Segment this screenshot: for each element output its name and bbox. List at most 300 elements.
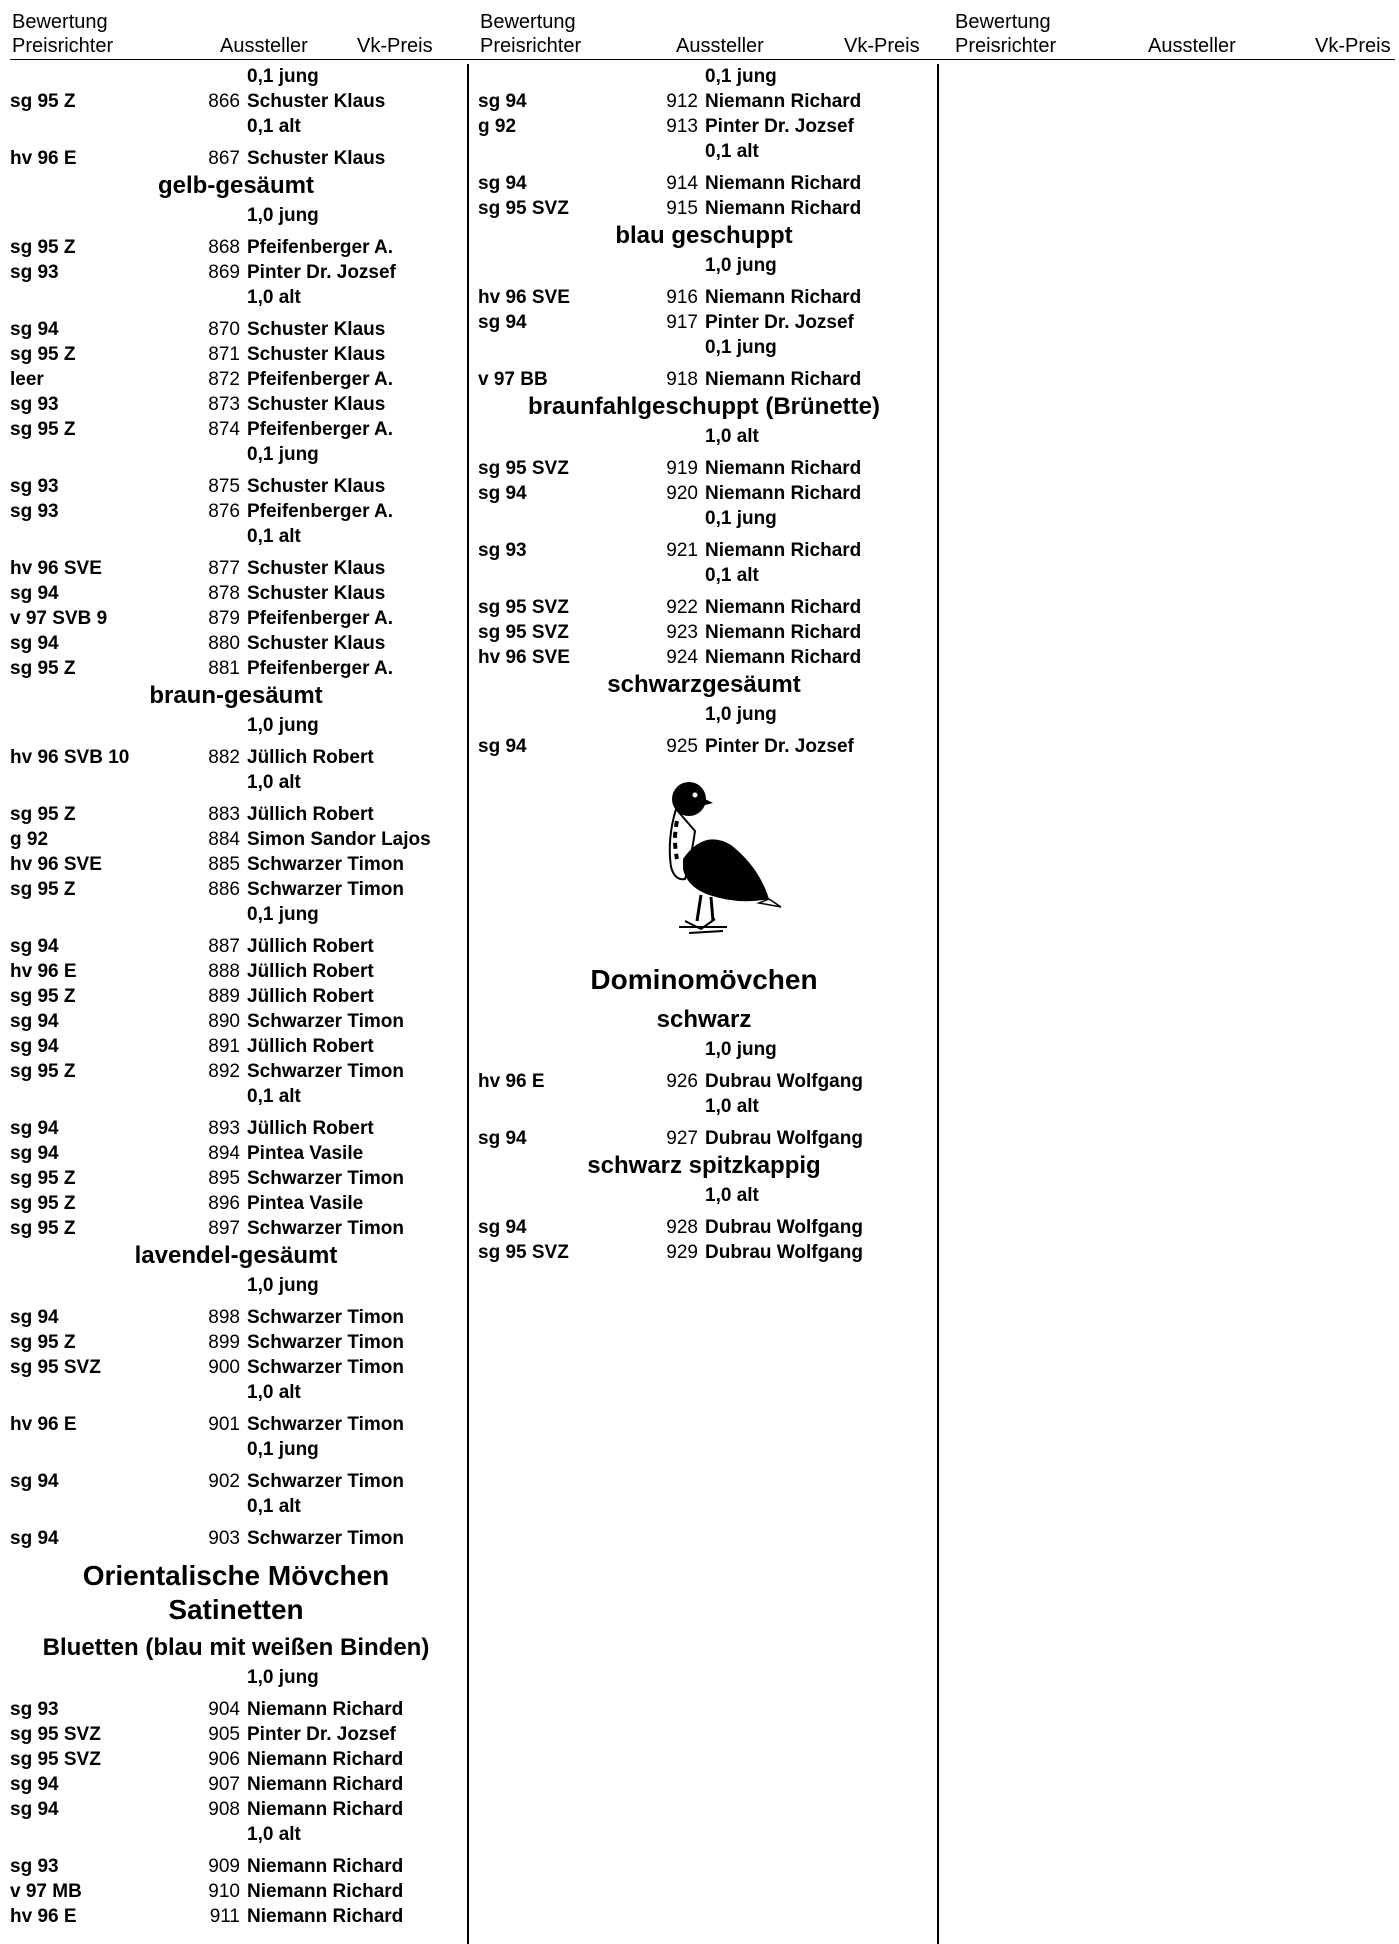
- class-subheading-text: 1,0 jung: [247, 1667, 319, 1688]
- spacer: [478, 360, 930, 367]
- entry-row: [10, 235, 462, 260]
- cage-number: 871: [208, 344, 240, 365]
- entry-row: [10, 1412, 462, 1437]
- spacer: [10, 927, 462, 934]
- rating: leer: [10, 369, 44, 390]
- cage-number: 901: [208, 1414, 240, 1435]
- entry-row: [10, 1330, 462, 1355]
- exhibitor-name: Jüllich Robert: [247, 986, 374, 1007]
- spacer: [10, 1690, 462, 1697]
- rating: sg 94: [10, 1307, 59, 1328]
- class-subheading-text: 0,1 alt: [247, 1496, 301, 1517]
- class-subheading: [478, 563, 930, 588]
- header-preisrichter: Preisrichter: [955, 35, 1057, 57]
- class-subheading: [478, 424, 930, 449]
- exhibitor-name: Dubrau Wolfgang: [705, 1242, 863, 1263]
- rating: sg 94: [10, 633, 59, 654]
- exhibitor-name: Niemann Richard: [247, 1906, 404, 1927]
- cage-number: 923: [666, 622, 698, 643]
- rating: sg 95 Z: [10, 986, 76, 1007]
- class-subheading-text: 0,1 jung: [247, 444, 319, 465]
- exhibitor-name: Schuster Klaus: [247, 633, 386, 654]
- spacer: [10, 549, 462, 556]
- exhibitor-name: Jüllich Robert: [247, 747, 374, 768]
- exhibitor-name: Dubrau Wolfgang: [705, 1071, 863, 1092]
- cage-number: 881: [208, 658, 240, 679]
- rating: sg 93: [10, 394, 59, 415]
- exhibitor-name: Pinter Dr. Jozsef: [247, 262, 396, 283]
- exhibitor-name: Niemann Richard: [247, 1856, 404, 1877]
- rating: sg 94: [478, 173, 527, 194]
- entry-row: [10, 417, 462, 442]
- rating: sg 95 Z: [10, 1193, 76, 1214]
- header-col1: [12, 0, 467, 64]
- class-subheading: [478, 702, 930, 727]
- header-aussteller: Aussteller: [1148, 35, 1236, 57]
- rating: hv 96 E: [10, 1414, 77, 1435]
- color-heading: schwarz: [656, 1006, 752, 1033]
- entry-row: [478, 196, 930, 221]
- cage-number: 900: [208, 1357, 240, 1378]
- exhibitor-name: Niemann Richard: [705, 369, 862, 390]
- entry-row: [478, 1126, 930, 1151]
- rating: sg 94: [10, 319, 59, 340]
- exhibitor-name: Pfeifenberger A.: [247, 658, 394, 679]
- spacer: [478, 1208, 930, 1215]
- cage-number: 894: [208, 1143, 240, 1164]
- entry-row: [10, 745, 462, 770]
- entry-row: [10, 1469, 462, 1494]
- class-subheading-text: 1,0 alt: [705, 426, 759, 447]
- entry-row: [10, 1166, 462, 1191]
- class-subheading-text: 1,0 alt: [705, 1185, 759, 1206]
- cage-number: 907: [208, 1774, 240, 1795]
- rating: sg 93: [478, 540, 527, 561]
- exhibitor-name: Niemann Richard: [705, 91, 862, 112]
- rating: sg 94: [10, 936, 59, 957]
- rating: sg 95 Z: [10, 1168, 76, 1189]
- class-subheading-text: 1,0 alt: [247, 1382, 301, 1403]
- spacer: [10, 1298, 462, 1305]
- exhibitor-name: Schwarzer Timon: [247, 1061, 404, 1082]
- class-subheading-text: 1,0 alt: [705, 1096, 759, 1117]
- entry-row: [10, 317, 462, 342]
- class-subheading: [478, 139, 930, 164]
- exhibitor-name: Pintea Vasile: [247, 1143, 364, 1164]
- rating: sg 94: [10, 583, 59, 604]
- rating: sg 95 Z: [10, 419, 76, 440]
- class-subheading-text: 0,1 alt: [705, 141, 759, 162]
- entry-row: [478, 538, 930, 563]
- cage-number: 878: [208, 583, 240, 604]
- exhibitor-name: Jüllich Robert: [247, 1036, 374, 1057]
- exhibitor-name: Pfeifenberger A.: [247, 608, 394, 629]
- cage-number: 915: [666, 198, 698, 219]
- entry-row: [478, 367, 930, 392]
- cage-number: 906: [208, 1749, 240, 1770]
- class-subheading-text: 0,1 jung: [247, 66, 319, 87]
- cage-number: 876: [208, 501, 240, 522]
- class-subheading: [10, 203, 462, 228]
- entry-row: [10, 1305, 462, 1330]
- cage-number: 890: [208, 1011, 240, 1032]
- entry-row: [10, 606, 462, 631]
- header-vkpreis: Vk-Preis: [844, 35, 920, 57]
- entry-row: [10, 827, 462, 852]
- entry-row: [478, 456, 930, 481]
- cage-number: 879: [208, 608, 240, 629]
- header-col2: [480, 0, 935, 64]
- cage-number: 874: [208, 419, 240, 440]
- catalog-column-1: [10, 64, 462, 1929]
- class-subheading-text: 1,0 jung: [247, 205, 319, 226]
- class-subheading-text: 0,1 jung: [247, 1439, 319, 1460]
- entry-row: [478, 481, 930, 506]
- rating: sg 95 Z: [10, 344, 76, 365]
- class-subheading: [478, 253, 930, 278]
- cage-number: 893: [208, 1118, 240, 1139]
- class-subheading-text: 0,1 alt: [247, 526, 301, 547]
- cage-number: 898: [208, 1307, 240, 1328]
- exhibitor-name: Pinter Dr. Jozsef: [705, 736, 854, 757]
- entry-row: [10, 1722, 462, 1747]
- exhibitor-name: Dubrau Wolfgang: [705, 1217, 863, 1238]
- class-subheading-text: 0,1 alt: [247, 1086, 301, 1107]
- rating: sg 95 Z: [10, 804, 76, 825]
- entry-row: [10, 1009, 462, 1034]
- exhibitor-name: Schuster Klaus: [247, 394, 386, 415]
- spacer: [10, 139, 462, 146]
- entry-row: [10, 342, 462, 367]
- class-subheading: [478, 1094, 930, 1119]
- spacer: [10, 1462, 462, 1469]
- cage-number: 899: [208, 1332, 240, 1353]
- spacer: [478, 164, 930, 171]
- class-subheading-text: 0,1 jung: [705, 508, 777, 529]
- entry-row: [10, 1747, 462, 1772]
- exhibitor-name: Pfeifenberger A.: [247, 237, 394, 258]
- rating: sg 94: [10, 1528, 59, 1549]
- header-preisrichter: Preisrichter: [480, 35, 582, 57]
- class-subheading: [10, 1494, 462, 1519]
- entry-row: [10, 934, 462, 959]
- entry-row: [10, 1904, 462, 1929]
- entry-row: [10, 1854, 462, 1879]
- exhibitor-name: Niemann Richard: [247, 1881, 404, 1902]
- entry-row: [478, 89, 930, 114]
- rating: sg 95 SVZ: [10, 1749, 101, 1770]
- entry-row: [10, 392, 462, 417]
- rating: sg 94: [10, 1799, 59, 1820]
- rating: sg 95 SVZ: [478, 458, 569, 479]
- header-bewertung: Bewertung: [12, 11, 108, 33]
- rating: sg 95 Z: [10, 1061, 76, 1082]
- rating: g 92: [478, 116, 517, 137]
- spacer: [10, 310, 462, 317]
- spacer: [478, 1062, 930, 1069]
- entry-row: [10, 802, 462, 827]
- exhibitor-name: Niemann Richard: [247, 1699, 404, 1720]
- rating: sg 94: [478, 312, 527, 333]
- entry-row: [10, 984, 462, 1009]
- spacer: [478, 588, 930, 595]
- cage-number: 872: [208, 369, 240, 390]
- rating: sg 95 Z: [10, 237, 76, 258]
- entry-row: [10, 1526, 462, 1551]
- rating: sg 95 SVZ: [478, 1242, 569, 1263]
- header-vkpreis: Vk-Preis: [357, 35, 433, 57]
- rating: sg 94: [478, 91, 527, 112]
- cage-number: 908: [208, 1799, 240, 1820]
- class-subheading-text: 1,0 jung: [705, 704, 777, 725]
- spacer: [10, 1847, 462, 1854]
- class-subheading-text: 1,0 alt: [247, 1824, 301, 1845]
- cage-number: 880: [208, 633, 240, 654]
- cage-number: 925: [666, 736, 698, 757]
- rating: sg 94: [478, 736, 527, 757]
- cage-number: 913: [666, 116, 698, 137]
- cage-number: 873: [208, 394, 240, 415]
- cage-number: 920: [666, 483, 698, 504]
- exhibitor-name: Schwarzer Timon: [247, 1011, 404, 1032]
- exhibitor-name: Schwarzer Timon: [247, 1471, 404, 1492]
- exhibitor-name: Jüllich Robert: [247, 936, 374, 957]
- class-subheading: [10, 770, 462, 795]
- exhibitor-name: Pfeifenberger A.: [247, 419, 394, 440]
- rating: hv 96 SVE: [10, 558, 102, 579]
- exhibitor-name: Schuster Klaus: [247, 148, 386, 169]
- cage-number: 917: [666, 312, 698, 333]
- entry-row: [10, 1116, 462, 1141]
- entry-row: [478, 734, 930, 759]
- entry-row: [10, 556, 462, 581]
- color-heading: schwarzgesäumt: [607, 671, 801, 698]
- rating: sg 93: [10, 1856, 59, 1877]
- cage-number: 883: [208, 804, 240, 825]
- entry-row: [10, 959, 462, 984]
- entry-row: [10, 877, 462, 902]
- color-heading: lavendel-gesäumt: [134, 1242, 338, 1269]
- cage-number: 895: [208, 1168, 240, 1189]
- exhibitor-name: Niemann Richard: [705, 540, 862, 561]
- class-subheading-text: 0,1 alt: [247, 116, 301, 137]
- class-subheading-text: 1,0 jung: [705, 1039, 777, 1060]
- rating: sg 93: [10, 262, 59, 283]
- entry-row: [10, 474, 462, 499]
- breed-heading-line: Orientalische Mövchen: [82, 1560, 390, 1591]
- rating: sg 93: [10, 1699, 59, 1720]
- entry-row: [10, 656, 462, 681]
- rating: sg 94: [478, 1217, 527, 1238]
- rating: sg 94: [478, 483, 527, 504]
- class-subheading: [10, 1437, 462, 1462]
- class-subheading-text: 1,0 alt: [247, 772, 301, 793]
- spacer: [10, 1109, 462, 1116]
- entry-row: [10, 146, 462, 171]
- cage-number: 903: [208, 1528, 240, 1549]
- rating: hv 96 E: [10, 148, 77, 169]
- class-subheading: [10, 285, 462, 310]
- class-subheading: [10, 902, 462, 927]
- entry-row: [10, 1141, 462, 1166]
- exhibitor-name: Schuster Klaus: [247, 558, 386, 579]
- exhibitor-name: Schwarzer Timon: [247, 854, 404, 875]
- exhibitor-name: Pfeifenberger A.: [247, 501, 394, 522]
- class-subheading: [10, 442, 462, 467]
- entry-row: [10, 1697, 462, 1722]
- color-heading: Dominomövchen: [590, 964, 818, 995]
- entry-row: [478, 1240, 930, 1265]
- color-heading: braun-gesäumt: [149, 682, 323, 709]
- header-vkpreis: Vk-Preis: [1315, 35, 1391, 57]
- exhibitor-name: Niemann Richard: [705, 287, 862, 308]
- entry-row: [10, 1191, 462, 1216]
- breed-heading: [10, 1559, 462, 1627]
- cage-number: 891: [208, 1036, 240, 1057]
- class-subheading: [10, 1084, 462, 1109]
- entry-row: [10, 89, 462, 114]
- cage-number: 916: [666, 287, 698, 308]
- spacer: [10, 738, 462, 745]
- class-subheading: [10, 64, 462, 89]
- cage-number: 870: [208, 319, 240, 340]
- entry-row: [10, 1879, 462, 1904]
- exhibitor-name: Pfeifenberger A.: [247, 369, 394, 390]
- exhibitor-name: Niemann Richard: [705, 483, 862, 504]
- cage-number: 877: [208, 558, 240, 579]
- cage-number: 929: [666, 1242, 698, 1263]
- rating: sg 94: [10, 1011, 59, 1032]
- exhibitor-name: Schwarzer Timon: [247, 1307, 404, 1328]
- spacer: [10, 228, 462, 235]
- rating: sg 95 Z: [10, 1332, 76, 1353]
- rating: hv 96 SVE: [478, 647, 570, 668]
- class-subheading-text: 1,0 jung: [247, 715, 319, 736]
- spacer: [10, 795, 462, 802]
- exhibitor-name: Pinter Dr. Jozsef: [247, 1724, 396, 1745]
- spacer: [478, 1119, 930, 1126]
- exhibitor-name: Jüllich Robert: [247, 961, 374, 982]
- header-bewertung: Bewertung: [955, 11, 1051, 33]
- cage-number: 921: [666, 540, 698, 561]
- class-subheading: [10, 1822, 462, 1847]
- cage-number: 927: [666, 1128, 698, 1149]
- breed-heading-line: Satinetten: [168, 1594, 304, 1625]
- exhibitor-name: Niemann Richard: [705, 173, 862, 194]
- class-subheading-text: 1,0 jung: [247, 1275, 319, 1296]
- spacer: [478, 727, 930, 734]
- rating: sg 95 SVZ: [10, 1357, 101, 1378]
- class-subheading: [478, 1183, 930, 1208]
- entry-row: [478, 620, 930, 645]
- rating: sg 94: [10, 1143, 59, 1164]
- cage-number: 919: [666, 458, 698, 479]
- cage-number: 869: [208, 262, 240, 283]
- rating: sg 94: [10, 1471, 59, 1492]
- spacer: [478, 278, 930, 285]
- catalog-column-2: [478, 64, 930, 1265]
- cage-number: 886: [208, 879, 240, 900]
- entry-row: [10, 581, 462, 606]
- cage-number: 904: [208, 1699, 240, 1720]
- entry-row: [10, 1355, 462, 1380]
- class-subheading: [10, 713, 462, 738]
- class-subheading: [10, 1380, 462, 1405]
- exhibitor-name: Niemann Richard: [247, 1749, 404, 1770]
- rating: sg 93: [10, 476, 59, 497]
- rating: hv 96 E: [10, 1906, 77, 1927]
- exhibitor-name: Niemann Richard: [247, 1774, 404, 1795]
- exhibitor-name: Schuster Klaus: [247, 344, 386, 365]
- exhibitor-name: Schwarzer Timon: [247, 1357, 404, 1378]
- cage-number: 887: [208, 936, 240, 957]
- class-subheading: [478, 1037, 930, 1062]
- cage-number: 892: [208, 1061, 240, 1082]
- class-subheading-text: 0,1 jung: [705, 337, 777, 358]
- pigeon-illustration: [619, 769, 789, 949]
- exhibitor-name: Pinter Dr. Jozsef: [705, 116, 854, 137]
- cage-number: 910: [208, 1881, 240, 1902]
- header-aussteller: Aussteller: [220, 35, 308, 57]
- cage-number: 868: [208, 237, 240, 258]
- entry-row: [10, 1797, 462, 1822]
- exhibitor-name: Schwarzer Timon: [247, 879, 404, 900]
- class-subheading: [10, 114, 462, 139]
- color-heading: blau geschuppt: [615, 222, 793, 249]
- class-subheading-text: 0,1 jung: [705, 66, 777, 87]
- rating: g 92: [10, 829, 49, 850]
- color-heading: Bluetten (blau mit weißen Binden): [42, 1634, 430, 1661]
- cage-number: 914: [666, 173, 698, 194]
- cage-number: 897: [208, 1218, 240, 1239]
- rating: sg 95 SVZ: [478, 622, 569, 643]
- header-bewertung: Bewertung: [480, 11, 576, 33]
- class-subheading-text: 1,0 jung: [705, 255, 777, 276]
- cage-number: 911: [209, 1906, 240, 1927]
- column-divider: [937, 64, 939, 1944]
- exhibitor-name: Schwarzer Timon: [247, 1332, 404, 1353]
- class-subheading-text: 0,1 jung: [247, 904, 319, 925]
- exhibitor-name: Schuster Klaus: [247, 319, 386, 340]
- exhibitor-name: Schwarzer Timon: [247, 1168, 404, 1189]
- entry-row: [10, 1216, 462, 1241]
- exhibitor-name: Simon Sandor Lajos: [247, 829, 431, 850]
- cage-number: 875: [208, 476, 240, 497]
- header-col3: [955, 0, 1395, 64]
- cage-number: 889: [208, 986, 240, 1007]
- cage-number: 909: [208, 1856, 240, 1877]
- exhibitor-name: Schuster Klaus: [247, 91, 386, 112]
- cage-number: 885: [208, 854, 240, 875]
- entry-row: [10, 1059, 462, 1084]
- rating: sg 95 Z: [10, 879, 76, 900]
- spacer: [478, 449, 930, 456]
- exhibitor-name: Schwarzer Timon: [247, 1414, 404, 1435]
- spacer: [10, 1519, 462, 1526]
- rating: sg 94: [10, 1774, 59, 1795]
- exhibitor-name: Pinter Dr. Jozsef: [705, 312, 854, 333]
- entry-row: [10, 1034, 462, 1059]
- cage-number: 905: [208, 1724, 240, 1745]
- rating: sg 95 SVZ: [478, 597, 569, 618]
- color-heading: gelb-gesäumt: [157, 172, 315, 199]
- class-subheading: [10, 1273, 462, 1298]
- exhibitor-name: Schuster Klaus: [247, 583, 386, 604]
- header-aussteller: Aussteller: [676, 35, 764, 57]
- class-subheading: [10, 524, 462, 549]
- rating: sg 94: [10, 1036, 59, 1057]
- cage-number: 867: [208, 148, 240, 169]
